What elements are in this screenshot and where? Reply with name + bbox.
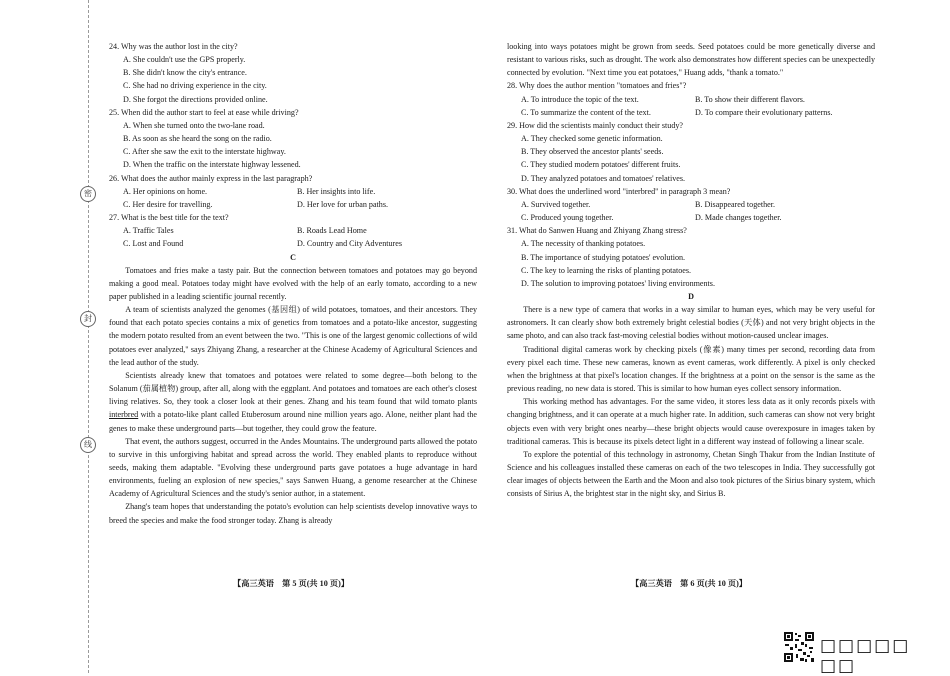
passage-c-paragraph-2: A team of scientists analyzed the genomes (基因组) of wild potatoes, tomatoes, and their ancestors. They found that each potato species contains a mix of genetics from tomatoes and a potato-like ancestor, suggesting the modern potato resulted from an event between the two. "This is one of the largest genomic collections of wild potatoes ever analyzed," says Zhiyang Zhang, a researcher at the Chinese Academy of Agricultural Sciences and the lead author of the study. [109,305,477,367]
option-row [521,211,875,224]
page-footer-5: 【高三英语 第 5 页(共 10 页)】 [233,579,349,588]
passage-c-paragraph-1: Tomatoes and fries make a tasty pair. But the connection between tomatoes and potatoes may go beyond making a good meal. Potatoes today might have evolved with the help of an early tomato, according to a new paper published in a leading scientific journal recently. [109,265,477,301]
option: A. Traffic Tales [123,226,174,236]
binding-mark-3: 线 [80,437,96,453]
option: C. They studied modern potatoes' different fruits. [521,160,681,170]
option: C. Her desire for travelling. [123,199,213,209]
question-27: 27. What is the best title for the text? [109,213,229,223]
binding-mark-1: 密 [80,186,96,202]
page-footer-6: 【高三英语 第 6 页(共 10 页)】 [631,579,747,588]
option-row [123,224,477,237]
question-25: 25. When did the author start to feel at ease while driving? [109,107,299,117]
option: B. Disappeared together. [695,199,776,209]
passage-d-paragraph-2: Traditional digital cameras work by checking pixels (像素) many times per second, recording data from every pixel each time. These new cameras, known as event cameras, work differently. A pixel is only checked when the brightness at that pixel's location changes. If the brightness at a point on the sensor is the same as the previous reading, no new data is stored. This is similar to how human eyes collect sensory information. [507,344,875,394]
watermark-text: □□□□□ □□ [820,636,911,676]
option: B. She didn't know the city's entrance. [123,68,247,78]
passage-c-continued: looking into ways potatoes might be grown from seeds. Seed potatoes could be more genetically diverse and resistant to various risks, such as drought. The work also demonstrates how different species can be unexpectedly connected by evolution. "Next time you eat potatoes," Huang adds, "thank a tomato." [507,42,875,78]
option: A. Her opinions on home. [123,186,208,196]
option: C. The key to learning the risks of planting potatoes. [521,265,692,275]
option: A. The necessity of thanking potatoes. [521,239,646,249]
option: D. Made changes together. [695,213,782,223]
option: A. When she turned onto the two-lane road. [123,120,265,130]
question-29: 29. How did the scientists mainly conduct their study? [507,120,684,130]
section-heading-d: D [688,291,694,301]
option: D. She forgot the directions provided online. [123,94,268,104]
passage-d-paragraph-3: This working method has advantages. For the same video, it stores less data as it only records pixels with changing brightness, and it can operate at a much higher rate. In addition, such cameras can show not very bright objects even with very bright ones nearby—these bright objects would cause overexposure in images taken by traditional cameras. This is because its pixels detect light in a different way instead of following a linear scale. [507,397,875,446]
option: C. Produced young together. [521,213,614,223]
option: A. They checked some genetic information. [521,134,663,144]
qr-code-icon [783,631,815,663]
option: A. She couldn't use the GPS properly. [123,55,246,65]
question-24: 24. Why was the author lost in the city? [109,42,238,51]
option-row [521,198,875,211]
option-row [521,93,875,106]
option-row [521,106,875,119]
option: D. When the traffic on the interstate highway lessened. [123,160,301,170]
question-31: 31. What do Sanwen Huang and Zhiyang Zhang stress? [507,226,687,236]
right-column [507,40,875,500]
option: B. The importance of studying potatoes' evolution. [521,252,686,262]
option: D. The solution to improving potatoes' living environments. [521,278,715,288]
option: B. Roads Lead Home [297,226,367,236]
passage-c-paragraph-4: That event, the authors suggest, occurred in the Andes Mountains. The underground parts allowed the potato to survive in this unforgiving habitat and spread across the world. They enabled plants to reproduce without seeds, making them adaptable. "Evolving these underground parts gave potatoes a huge advantage in hard environments, fueling an explosion of new species," says Sanwen Huang, a genome researcher at the Chinese Academy of Agricultural Sciences and the study's senior author, in a statement. [109,436,477,499]
paragraph-text: Scientists already knew that tomatoes and potatoes were related to some degree—both belong to the Solanum (茄属植物) group, after all, along with the eggplant. And potatoes and tomatoes are each other's closest living relatives. So, they took a closer look at their genes. Zhang and his team found that wild tomato plants [109,370,477,407]
option: C. To summarize the content of the text. [521,107,651,117]
option: A. To introduce the topic of the text. [521,94,639,104]
passage-c-paragraph-5: Zhang's team hopes that understanding the potato's evolution can help scientists develop innovative ways to breed the species and make the food stronger today. Zhang is already [109,502,477,525]
option-row [123,237,477,250]
section-heading-c: C [290,252,296,262]
question-28: 28. Why does the author mention "tomatoes and fries"? [507,81,687,91]
option-row [123,198,477,211]
option: C. Lost and Found [123,239,184,249]
passage-d-paragraph-4: To explore the potential of this technology in astronomy, Chetan Singh Thakur from the Indian Institute of Science and his colleagues installed these cameras on each of the two telescopes in India. They successfully got clear images of objects between the Earth and the Moon and also took pictures of the Sirius binary system, which consists of Sirius A, the brightest star in the night sky, and Sirius B. [507,449,875,499]
option: B. To show their different flavors. [695,94,805,104]
option: A. Survived together. [521,199,591,209]
question-26: 26. What does the author mainly express in the last paragraph? [109,173,313,183]
option: C. She had no driving experience in the city. [123,81,267,91]
question-30: 30. What does the underlined word "interbred" in paragraph 3 mean? [507,186,731,196]
option: D. To compare their evolutionary patterns. [695,107,833,117]
option: D. Country and City Adventures [297,239,402,249]
underlined-word: interbred [109,410,139,420]
option: B. They observed the ancestor plants' seeds. [521,147,664,157]
option: C. After she saw the exit to the interstate highway. [123,147,286,157]
passage-d-paragraph-1: There is a new type of camera that works in a way similar to human eyes, which may be very useful for astronomers. It can clearly show both extremely bright celestial bodies (天体) and not very bright objects in the same photo, and can also track fast-moving celestial bodies without motion-caused unclear images. [507,305,875,341]
option: D. Her love for urban paths. [297,199,389,209]
option-row [123,185,477,198]
left-column [109,40,477,527]
option: B. Her insights into life. [297,186,376,196]
binding-line [88,0,89,673]
passage-c-paragraph-3 [109,369,477,435]
option: D. They analyzed potatoes and tomatoes' relatives. [521,173,686,183]
option: B. As soon as she heard the song on the radio. [123,134,272,144]
paragraph-text: with a potato-like plant called Etuberosum around nine million years ago. Alone, neither plant had the genes to make these underground parts—but together, they could grow the feature. [109,410,477,433]
binding-mark-2: 封 [80,311,96,327]
